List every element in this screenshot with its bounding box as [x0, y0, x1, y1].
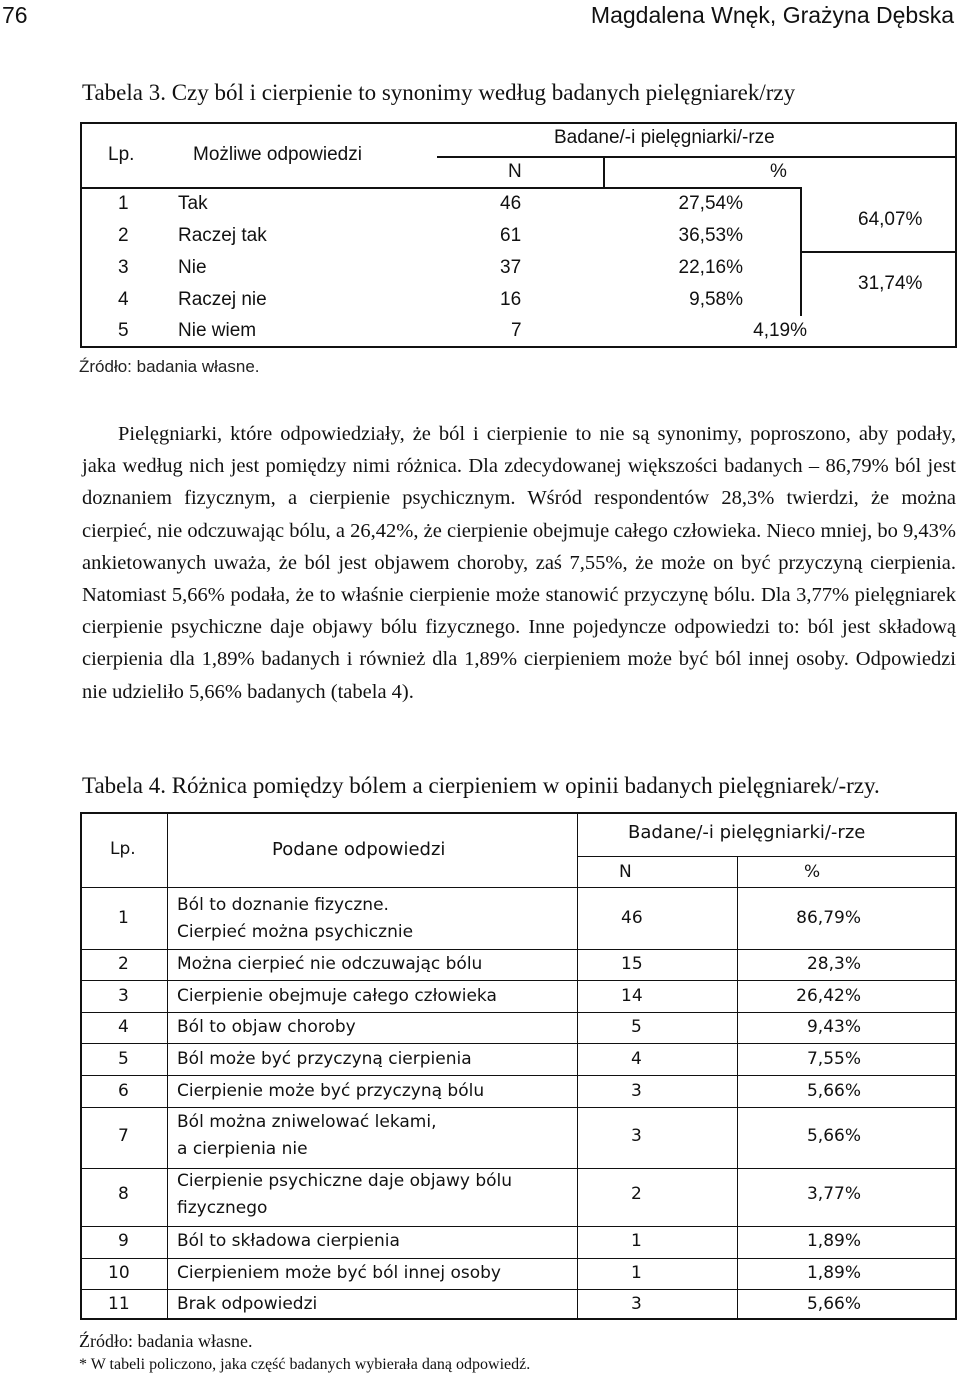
table4-answer: Ból może być przyczyną cierpienia — [177, 1049, 472, 1069]
table4-n: 15 — [621, 954, 643, 974]
table3-answer: Nie wiem — [178, 320, 257, 341]
table4-answer-line1: Cierpienie psychiczne daje objawy bólu — [177, 1171, 513, 1191]
table-rule — [80, 812, 957, 814]
table4-header-answers: Podane odpowiedzi — [272, 839, 446, 860]
table3-header-group: Badane/-i pielęgniarki/-rze — [554, 127, 775, 148]
table4-pct: 86,79% — [796, 908, 861, 928]
table-rule — [80, 122, 82, 347]
table4-lp: 3 — [118, 986, 129, 1006]
table4-pct: 5,66% — [806, 1081, 861, 1101]
table4-pct: 9,43% — [806, 1017, 861, 1037]
table4-header-pct: % — [804, 862, 821, 882]
table4-answer-line2: a cierpienia nie — [177, 1139, 308, 1159]
table4-answer: Cierpieniem może być ból innej osoby — [177, 1263, 501, 1283]
table4-n: 2 — [631, 1184, 642, 1204]
table3-answer: Tak — [178, 193, 208, 214]
table3-n: 61 — [500, 225, 522, 246]
table-rule — [80, 346, 957, 348]
table3-n: 46 — [500, 193, 522, 214]
table4-lp: 2 — [118, 954, 129, 974]
table4-n: 1 — [631, 1263, 642, 1283]
table4-answer-line1: Ból można zniwelować lekami, — [177, 1112, 437, 1132]
table3-lp: 2 — [118, 225, 129, 246]
table4-n: 1 — [631, 1231, 642, 1251]
table4-answer: Ból to składowa cierpienia — [177, 1231, 400, 1251]
table3-caption: Tabela 3. Czy ból i cierpienie to synonimy według badanych pielęgniarek/rzy — [82, 80, 796, 105]
table4-n: 14 — [621, 986, 643, 1006]
table4-answer: Można cierpieć nie odczuwając bólu — [177, 954, 483, 974]
table4-answer-line1: Ból to doznanie fizyczne. — [177, 895, 389, 915]
table4-n: 5 — [631, 1017, 642, 1037]
table4-lp: 7 — [118, 1126, 129, 1146]
table-rule — [80, 812, 82, 1320]
table4-answer: Cierpienie obejmuje całego człowieka — [177, 986, 497, 1006]
table-rule — [80, 1012, 957, 1013]
table3-pct: 4,19% — [753, 320, 807, 341]
table4-lp: 11 — [108, 1294, 130, 1314]
table-rule — [80, 949, 957, 950]
table3-n: 37 — [500, 257, 522, 278]
table-rule — [603, 156, 605, 188]
table-rule — [80, 1289, 957, 1290]
table4-pct: 26,42% — [796, 986, 861, 1006]
table4-lp: 10 — [108, 1263, 130, 1283]
table3-header-n: N — [508, 161, 522, 182]
table3-lp: 5 — [118, 320, 129, 341]
table-rule — [80, 122, 957, 124]
table-rule — [80, 1258, 957, 1259]
table4-answer-line2: Cierpieć można psychicznie — [177, 922, 414, 942]
table-rule — [80, 980, 957, 981]
table4-answer: Brak odpowiedzi — [177, 1294, 318, 1314]
table4-pct: 1,89% — [806, 1263, 861, 1283]
table3-header-pct: % — [770, 161, 787, 182]
table4-footnote: * W tabeli policzono, jaka część badanych wybierała daną odpowiedź. — [79, 1356, 531, 1373]
table3-sum-yes: 64,07% — [858, 209, 923, 230]
table4-answer: Cierpienie może być przyczyną bólu — [177, 1081, 485, 1101]
table3-answer: Raczej tak — [178, 225, 267, 246]
table4-pct: 1,89% — [806, 1231, 861, 1251]
table3-lp: 1 — [118, 193, 129, 214]
table4-answer: Ból to objaw choroby — [177, 1017, 356, 1037]
table-rule — [80, 1107, 957, 1108]
table4-lp: 8 — [118, 1184, 129, 1204]
table3 — [80, 122, 957, 347]
table-rule — [80, 1226, 957, 1227]
table4-pct: 5,66% — [806, 1126, 861, 1146]
table4-lp: 5 — [118, 1049, 129, 1069]
table4-lp: 9 — [118, 1231, 129, 1251]
table4-n: 4 — [631, 1049, 642, 1069]
table3-pct: 27,54% — [678, 193, 743, 214]
table3-pct: 36,53% — [678, 225, 743, 246]
table-rule — [800, 251, 957, 253]
table4-header-n: N — [619, 862, 632, 882]
table-rule — [167, 812, 168, 1320]
table4-pct: 7,55% — [806, 1049, 861, 1069]
table-rule — [80, 1043, 957, 1044]
table3-lp: 4 — [118, 289, 129, 310]
table-rule — [955, 122, 957, 347]
table4-n: 3 — [631, 1294, 642, 1314]
table3-pct: 22,16% — [678, 257, 743, 278]
table4-header-lp: Lp. — [110, 839, 136, 859]
table4-answer — [177, 1168, 512, 1222]
table3-header-answers: Możliwe odpowiedzi — [193, 144, 362, 165]
table4-source: Źródło: badania własne. — [79, 1331, 253, 1351]
table3-sum-no: 31,74% — [858, 273, 923, 294]
table4-pct: 3,77% — [806, 1184, 861, 1204]
table4-lp: 6 — [118, 1081, 129, 1101]
table4-answer — [177, 1109, 436, 1163]
table4-n: 46 — [621, 908, 643, 928]
table3-answer: Nie — [178, 257, 207, 278]
table3-pct: 9,58% — [689, 289, 743, 310]
table4-pct: 28,3% — [806, 954, 861, 974]
table4-pct: 5,66% — [806, 1294, 861, 1314]
table3-header-lp: Lp. — [108, 144, 135, 165]
table4 — [80, 812, 957, 1320]
table4-lp: 1 — [118, 908, 129, 928]
table-rule — [80, 887, 957, 888]
body-paragraph: Pielęgniarki, które odpowiedziały, że ból i cierpienie to nie są synonimy, poproszono, aby podały, jaka według nich jest pomiędzy nimi różnica. Dla zdecydowanej większości badanych – 86,79% ból jest doznaniem fizycznym, a cierpienie psychicznym. Wśród respondentów 28,3% twierdzi, że można cierpieć, nie odczuwając bólu, a 26,42%, że cierpienie obejmuje całego człowieka. Nieco mniej, bo 9,43% ankietowanych uważa, że ból jest objawem choroby, zaś 7,55%, że może on być przyczyną cierpienia. Natomiast 5,66% podała, że to właśnie cierpienie może stanowić przyczynę bólu. Dla 3,77% pielęgniarek cierpienie psychiczne daje objawy bólu fizycznego. Inne pojedyncze odpowiedzi to: ból jest składową cierpienia dla 1,89% badanych i również dla 1,89% cierpieniem może być ból innej osoby. Odpowiedzi nie udzieliło 5,66% badanych (tabela 4). — [82, 423, 956, 703]
table4-header-group: Badane/-i pielęgniarki/-rze — [628, 822, 866, 843]
table4-n: 3 — [631, 1081, 642, 1101]
table3-n: 7 — [511, 320, 522, 341]
table4-lp: 4 — [118, 1017, 129, 1037]
running-header-authors: Magdalena Wnęk, Grażyna Dębska — [590, 2, 954, 28]
table3-n: 16 — [500, 289, 522, 310]
table-rule — [955, 812, 957, 1320]
table4-caption: Tabela 4. Różnica pomiędzy bólem a cierpieniem w opinii badanych pielęgniarek/-rzy. — [82, 773, 880, 798]
table3-answer: Raczej nie — [178, 289, 267, 310]
table4-n: 3 — [631, 1126, 642, 1146]
table-rule — [437, 156, 955, 158]
table3-lp: 3 — [118, 257, 129, 278]
table-rule — [737, 856, 738, 1320]
table-rule — [577, 812, 578, 1320]
table3-source: Źródło: badania własne. — [79, 357, 260, 376]
table-rule — [80, 1075, 957, 1076]
table4-answer-line2: fizycznego — [177, 1198, 268, 1218]
page-number: 76 — [2, 2, 28, 28]
table4-answer — [177, 892, 413, 946]
table-rule — [577, 856, 957, 857]
table-rule — [80, 1318, 957, 1320]
table-rule — [80, 187, 800, 189]
